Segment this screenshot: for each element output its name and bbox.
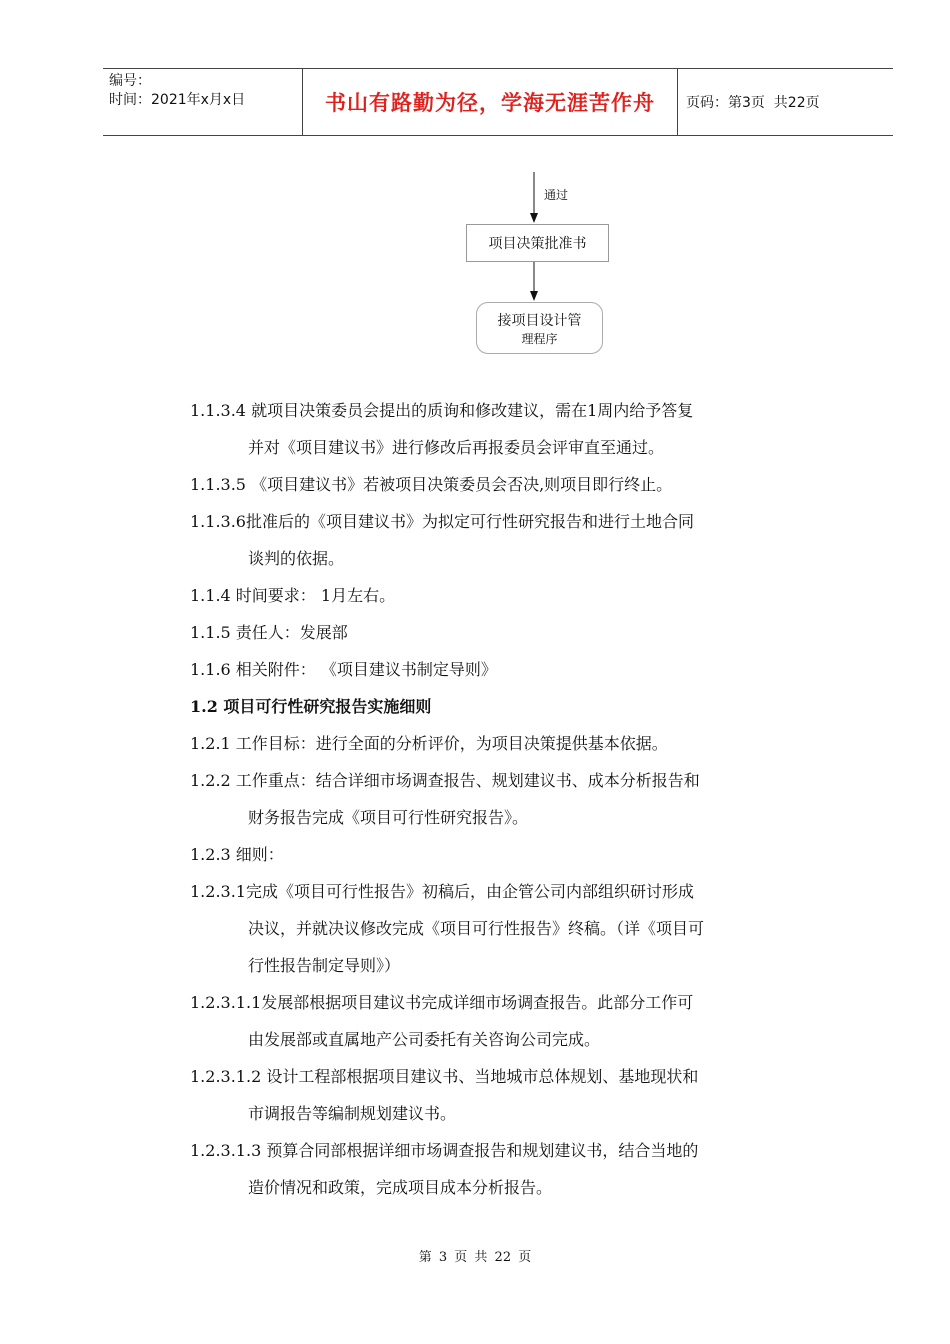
paragraph-line: 1.1.3.5 《项目建议书》若被项目决策委员会否决,则项目即行终止。 [190,475,673,494]
paragraph-line: 谈判的依据。 [248,549,345,568]
paragraph-line: 1.2.3.1.1发展部根据项目建议书完成详细市场调查报告。此部分工作可 [190,993,694,1012]
flowchart-arrows [0,0,950,400]
page-footer: 第 3 页 共 22 页 [418,1250,532,1265]
flow-box-design-procedure [476,302,603,354]
paragraph-line: 1.1.6 相关附件： 《项目建议书制定导则》 [190,660,497,679]
paragraph [190,392,820,466]
flow-box-design-line2: 理程序 [521,331,558,346]
body-text [190,392,820,1206]
paragraph-line: 1.2.3.1完成《项目可行性报告》初稿后，由企管公司内部组织研讨形成 [190,882,694,901]
paragraph-line: 决议，并就决议修改完成《项目可行性报告》终稿。（详《项目可 [248,919,705,938]
paragraph-line: 1.2 项目可行性研究报告实施细则 [190,697,432,716]
paragraph [190,1058,820,1132]
paragraph [190,725,820,762]
paragraph [190,651,820,688]
flow-box-approval: 项目决策批准书 [466,224,609,262]
paragraph [190,1132,820,1206]
paragraph [190,984,820,1058]
paragraph-line: 1.2.2 工作重点：结合详细市场调查报告、规划建议书、成本分析报告和 [190,771,700,790]
paragraph [190,688,820,725]
header-date: 时间：2021年x月x日 [109,92,246,108]
paragraph-line: 1.1.5 责任人：发展部 [190,623,348,642]
paragraph [190,614,820,651]
flow-box-design-line1: 接项目设计管 [497,312,582,329]
arrow-label-pass: 通过 [544,188,569,202]
paragraph-line: 1.1.3.6批准后的《项目建议书》为拟定可行性研究报告和进行土地合同 [190,512,694,531]
paragraph-line: 1.2.1 工作目标：进行全面的分析评价，为项目决策提供基本依据。 [190,734,668,753]
paragraph-line: 并对《项目建议书》进行修改后再报委员会评审直至通过。 [248,438,665,457]
header-page-number: 页码：第3页 共22页 [686,95,820,111]
header-motto: 书山有路勤为径，学海无涯苦作舟 [303,69,678,135]
paragraph-line: 1.2.3.1.3 预算合同部根据详细市场调查报告和规划建议书，结合当地的 [190,1141,699,1160]
paragraph [190,503,820,577]
paragraph-line: 造价情况和政策，完成项目成本分析报告。 [248,1178,553,1197]
paragraph-line: 财务报告完成《项目可行性研究报告》。 [248,808,529,827]
paragraph-line: 由发展部或直属地产公司委托有关咨询公司完成。 [248,1030,601,1049]
paragraph-line: 1.1.3.4 就项目决策委员会提出的质询和修改建议，需在1周内给予答复 [190,401,694,420]
paragraph-line: 行性报告制定导则》） [248,956,401,975]
paragraph [190,762,820,836]
paragraph-line: 1.2.3 细则： [190,845,284,864]
paragraph [190,836,820,873]
paragraph [190,577,820,614]
paragraph-line: 市调报告等编制规划建议书。 [248,1104,457,1123]
header-serial: 编号： [109,73,151,89]
paragraph [190,873,820,984]
paragraph-line: 1.2.3.1.2 设计工程部根据项目建议书、当地城市总体规划、基地现状和 [190,1067,699,1086]
paragraph [190,466,820,503]
paragraph-line: 1.1.4 时间要求： 1月左右。 [190,586,396,605]
